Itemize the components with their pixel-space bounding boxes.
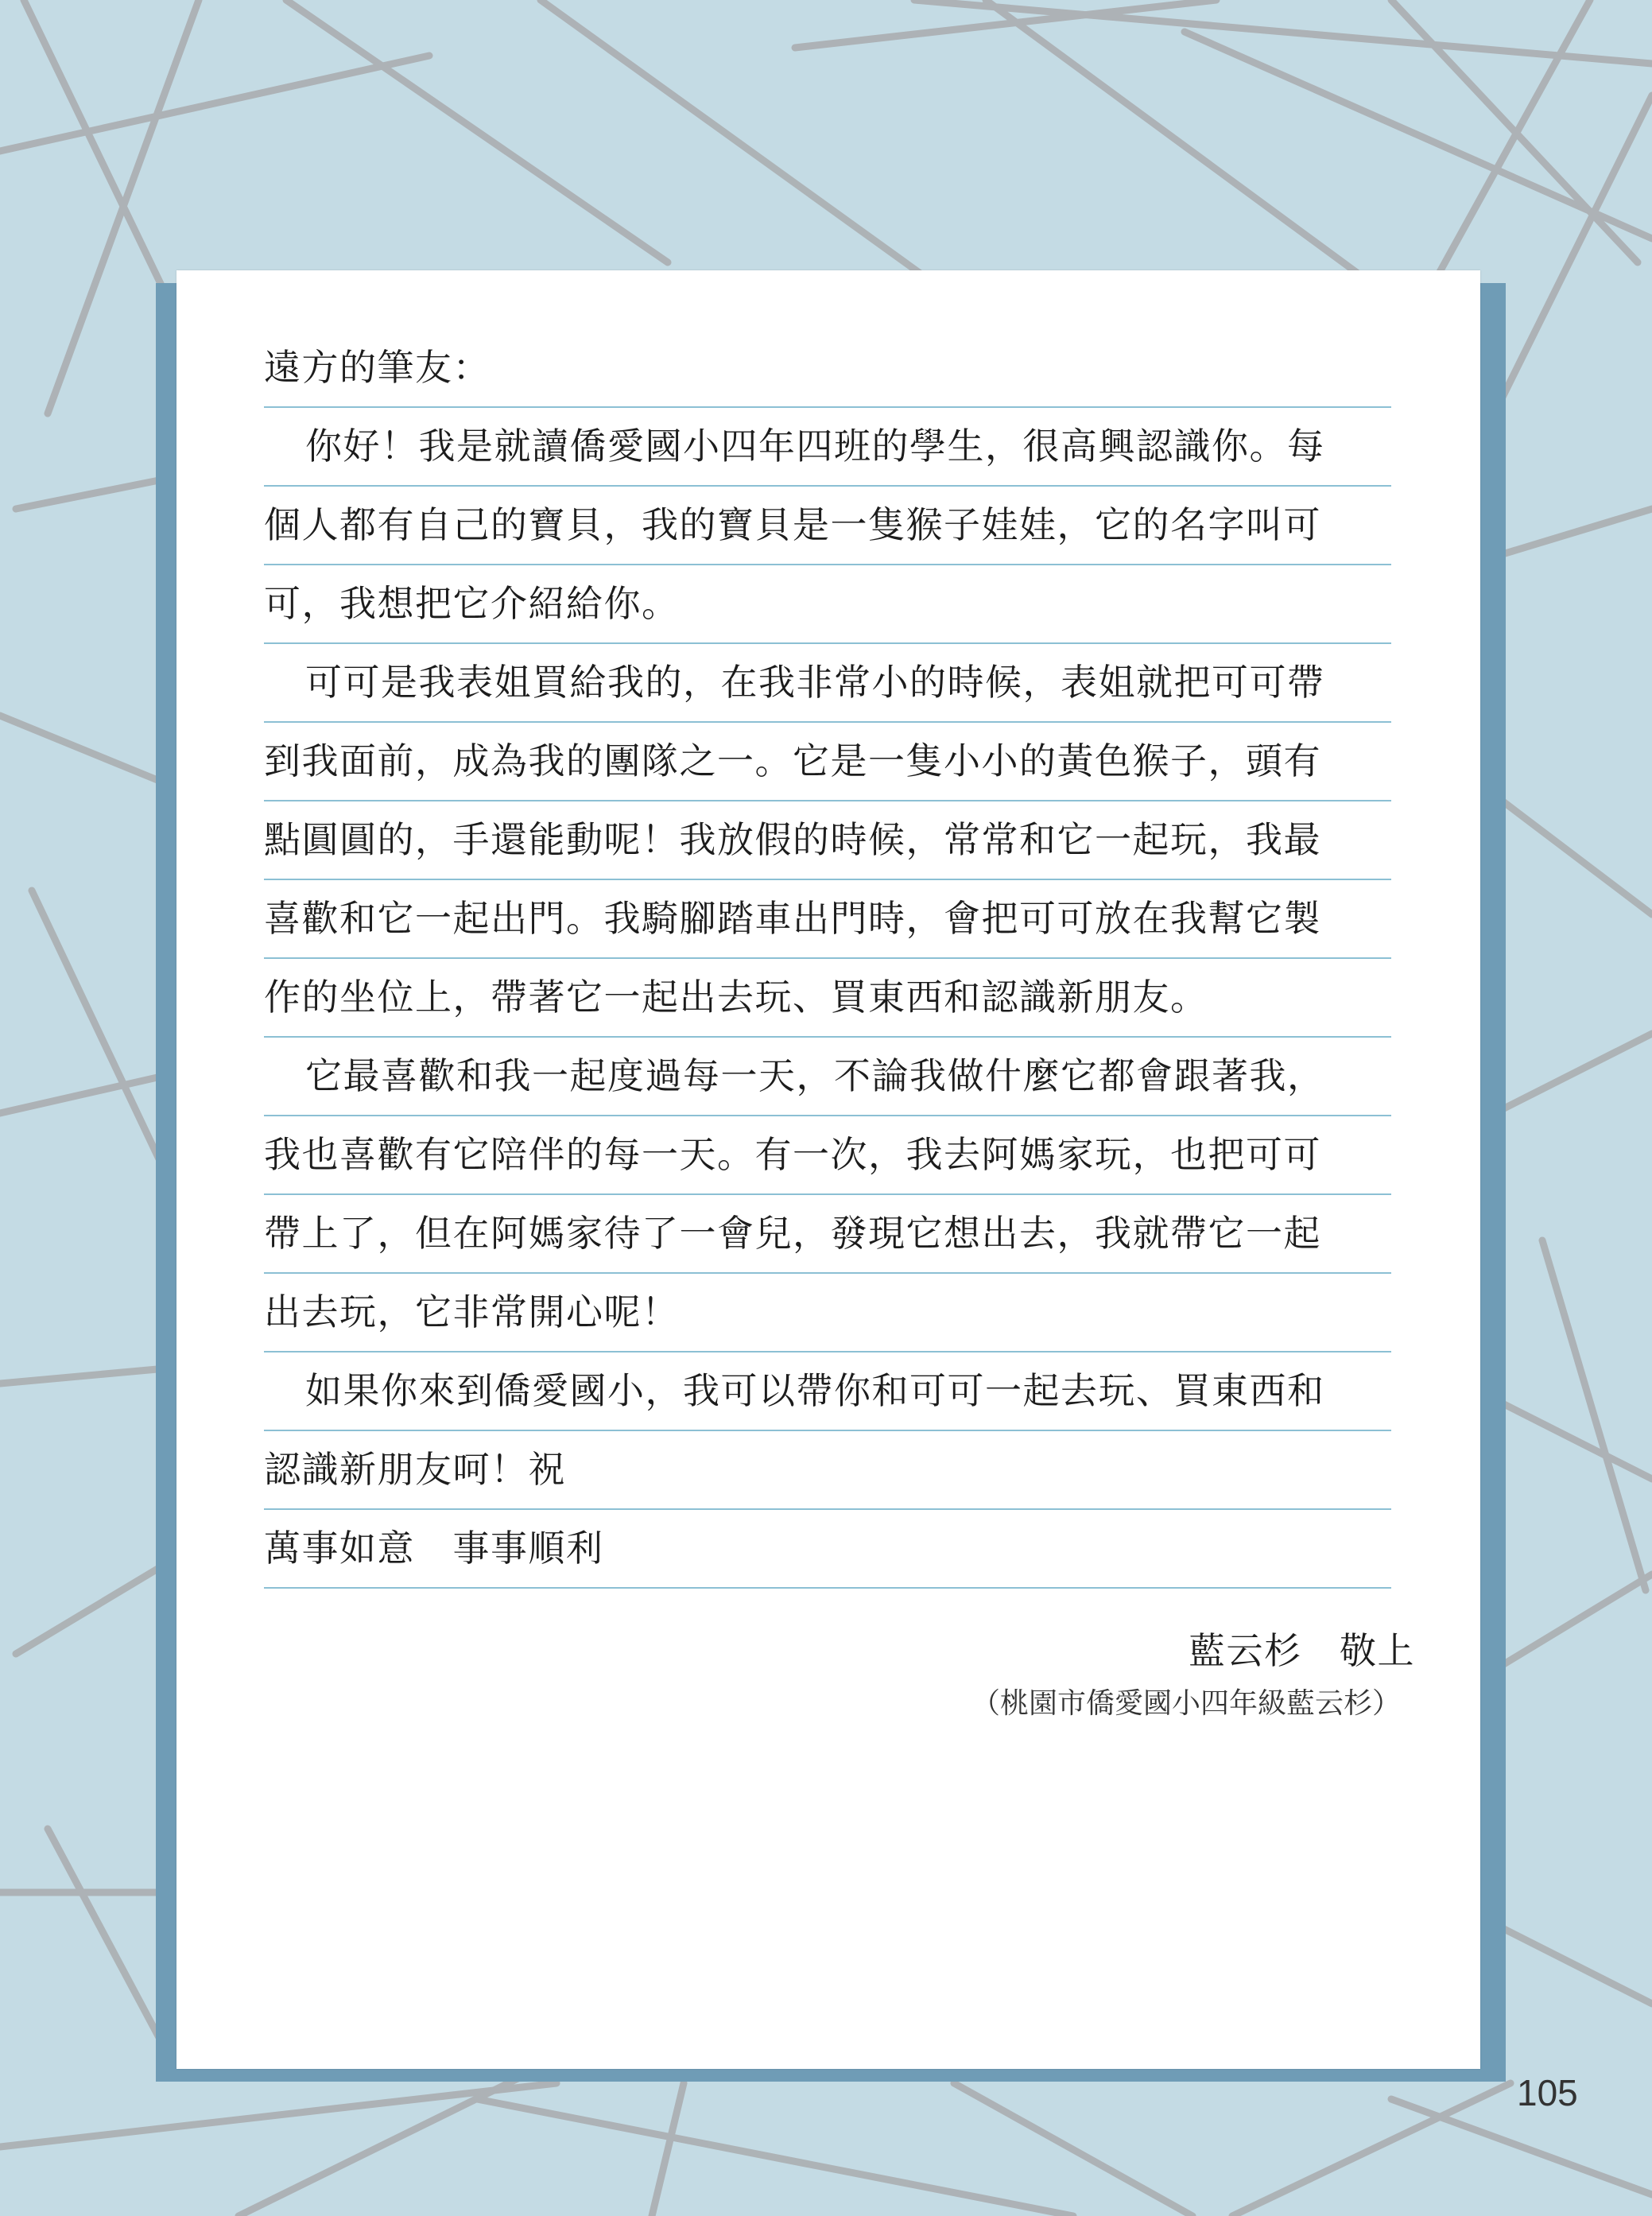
letter-line: 我也喜歡有它陪伴的每一天。有一次，我去阿媽家玩，也把可可	[264, 1116, 1391, 1195]
letter-line: 出去玩，它非常開心呢！	[264, 1274, 1391, 1352]
letter-line-salutation: 遠方的筆友：	[264, 329, 1391, 408]
letter-line-closing: 萬事如意 事事順利	[264, 1510, 1391, 1589]
letter-line: 可，我想把它介紹給你。	[264, 565, 1391, 644]
author-info: （桃園市僑愛國小四年級藍云杉）	[971, 1687, 1401, 1720]
letter-line: 認識新朋友呵！祝	[264, 1431, 1391, 1510]
page-number: 105	[1517, 2072, 1578, 2113]
letter-signature: 藍云杉 敬上	[1189, 1629, 1415, 1672]
letter-line: 個人都有自己的寶貝，我的寶貝是一隻猴子娃娃，它的名字叫可	[264, 487, 1391, 565]
letter-paper	[176, 270, 1480, 2069]
letter-line: 喜歡和它一起出門。我騎腳踏車出門時，會把可可放在我幫它製	[264, 880, 1391, 959]
letter-line: 到我面前，成為我的團隊之一。它是一隻小小的黃色猴子，頭有	[264, 723, 1391, 801]
letter-line: 點圓圓的，手還能動呢！我放假的時候，常常和它一起玩，我最	[264, 801, 1391, 880]
letter-line: 你好！我是就讀僑愛國小四年四班的學生，很高興認識你。每	[264, 408, 1391, 487]
letter-line: 作的坐位上，帶著它一起出去玩、買東西和認識新朋友。	[264, 959, 1391, 1038]
letter-body	[264, 329, 1391, 1589]
letter-line: 它最喜歡和我一起度過每一天，不論我做什麼它都會跟著我，	[264, 1038, 1391, 1116]
letter-line: 如果你來到僑愛國小，我可以帶你和可可一起去玩、買東西和	[264, 1352, 1391, 1431]
letter-line: 可可是我表姐買給我的，在我非常小的時候，表姐就把可可帶	[264, 644, 1391, 723]
letter-line: 帶上了，但在阿媽家待了一會兒，發現它想出去，我就帶它一起	[264, 1195, 1391, 1274]
